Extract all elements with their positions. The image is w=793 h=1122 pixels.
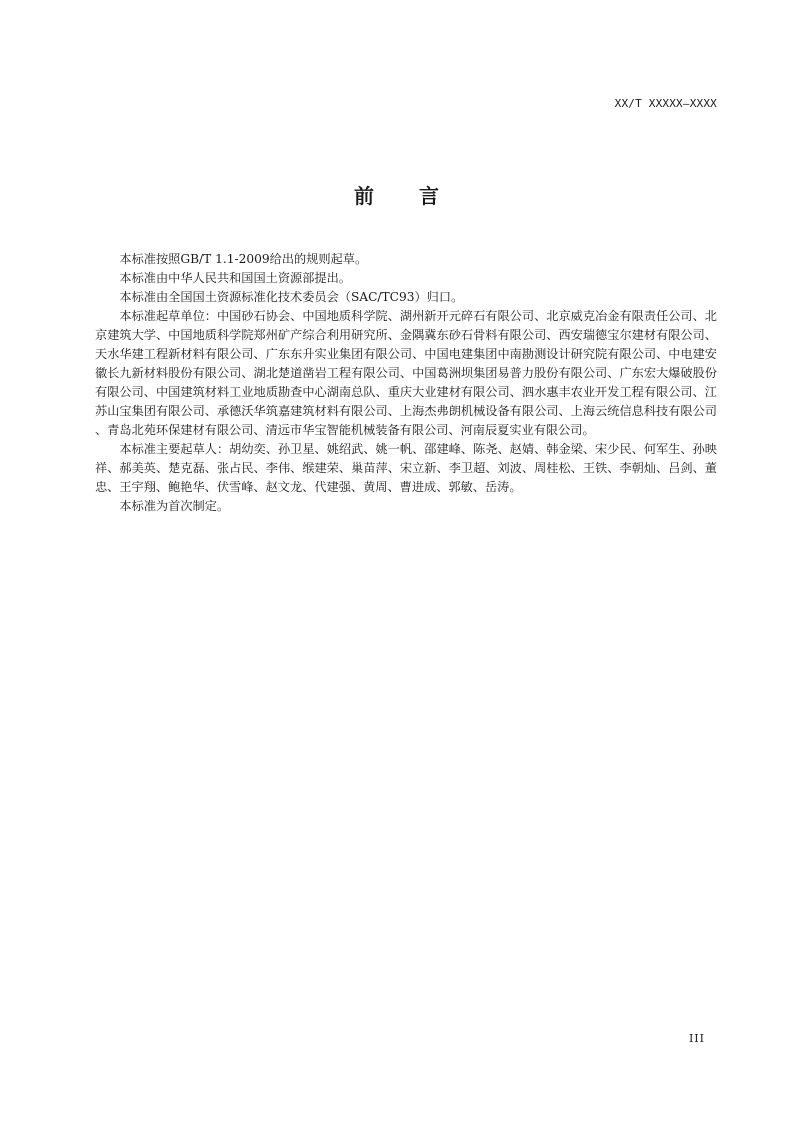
paragraph-drafting-units: 本标准起草单位：中国砂石协会、中国地质科学院、湖州新开元碎石有限公司、北京威克冶金有限责任公司、北京建筑大学、中国地质科学院郑州矿产综合利用研究所、金隅冀东砂石骨料有限公司、西安瑞德宝尔建材有限公司、天水华建工程新材料有限公司、广东东升实业集团有限公司、中国电建集团中南勘测设计研究院有限公司、中电建安徽长九新材料股份有限公司、湖北楚道凿岩工程有限公司、中国葛洲坝集团易普力股份有限公司、广东宏大爆破股份有限公司、中国建筑材料工业地质勘查中心湖南总队、重庆大业建材有限公司、泗水惠丰农业开发工程有限公司、江苏山宝集团有限公司、承德沃华筑嘉建筑材料有限公司、上海杰弗朗机械设备有限公司、上海云统信息科技有限公司、青岛北苑环保建材有限公司、清远市华宝智能机械装备有限公司、河南辰夏实业有限公司。: [95, 309, 717, 437]
paragraph-first-edition: 本标准为首次制定。: [119, 499, 230, 513]
page-number: III: [688, 1032, 705, 1045]
paragraph-administrator: 本标准由全国国土资源标准化技术委员会（SAC/TC93）归口。: [119, 290, 464, 304]
paragraph-proposer: 本标准由中华人民共和国国土资源部提出。: [119, 271, 351, 285]
standard-code-header: XX/T XXXXX—XXXX: [614, 97, 717, 110]
foreword-body: [95, 250, 717, 516]
page-title: 前言: [354, 184, 484, 208]
paragraph-drafting-rules: 本标准按照GB/T 1.1-2009给出的规则起草。: [119, 252, 368, 266]
paragraph-drafters: 本标准主要起草人：胡幼奕、孙卫星、姚绍武、姚一帆、邵建峰、陈尧、赵婧、韩金梁、宋少民、何军生、孙映祥、郝美英、楚克磊、张占民、李伟、缑建荣、巢苗萍、宋立新、李卫超、刘波、周桂松、王铁、李朝灿、吕剑、董忠、王宇翔、鲍艳华、伏雪峰、赵文龙、代建强、黄周、曹进成、郭敏、岳涛。: [95, 442, 717, 494]
